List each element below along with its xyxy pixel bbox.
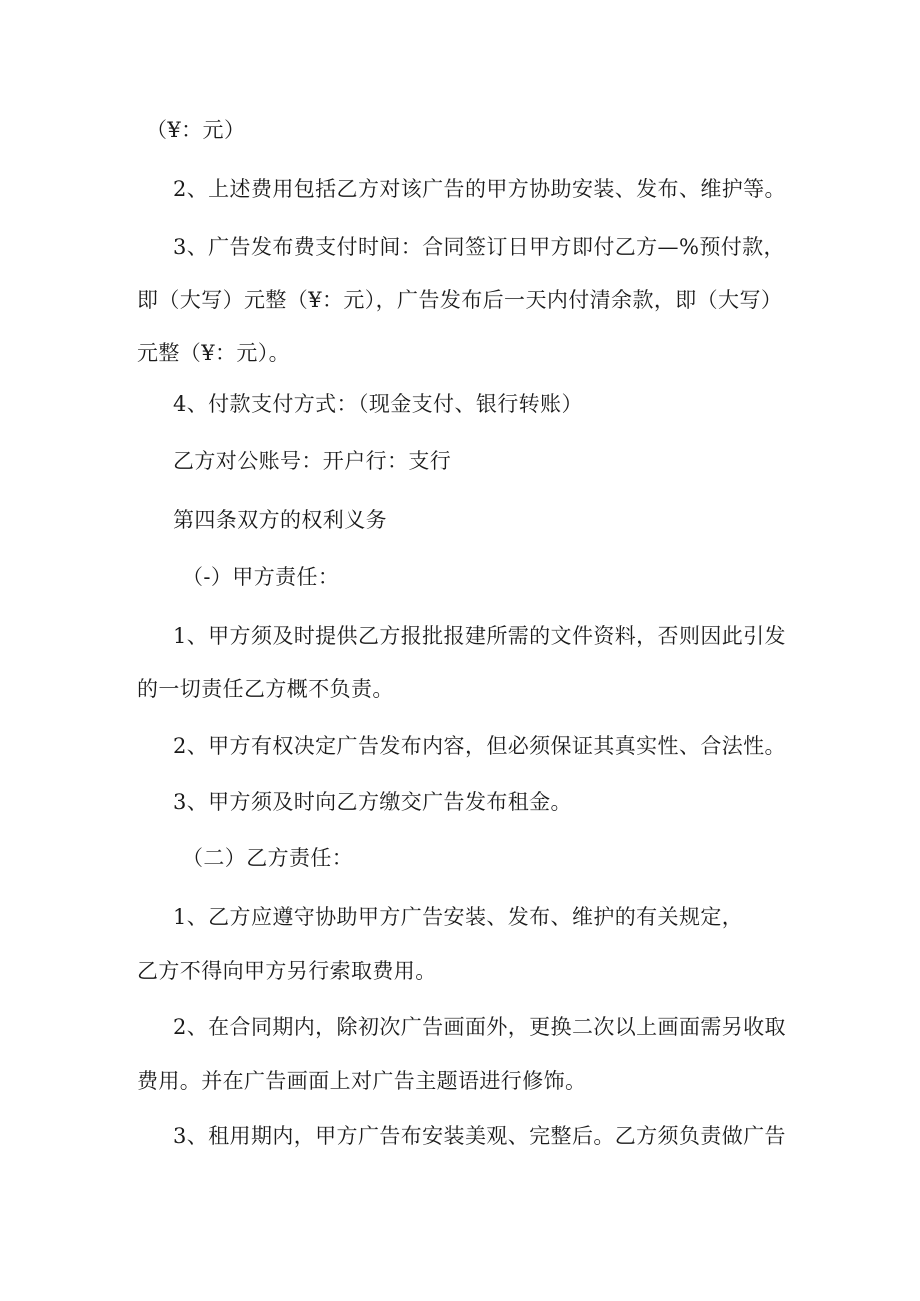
text-line: 乙方不得向甲方另行索取费用。 xyxy=(137,959,437,983)
text-line: 3、租用期内，甲方广告布安装美观、完整后。乙方须负责做广告 xyxy=(173,1124,786,1148)
subsection-heading: （-）甲方责任： xyxy=(182,565,340,589)
text-line: 4、付款支付方式：（现金支付、银行转账） xyxy=(173,392,583,416)
text-line: 2、在合同期内，除初次广告画面外，更换二次以上画面需另收取 xyxy=(173,1015,786,1039)
text-line: （¥：元） xyxy=(146,118,246,142)
subsection-heading: （二）乙方责任： xyxy=(182,846,354,870)
text-line: 元整（¥：元）。 xyxy=(137,341,291,365)
text-line: 1、乙方应遵守协助甲方广告安装、发布、维护的有关规定， xyxy=(173,905,744,929)
text-line: 1、甲方须及时提供乙方报批报建所需的文件资料，否则因此引发 xyxy=(173,624,786,648)
text-line: 2、上述费用包括乙方对该广告的甲方协助安装、发布、维护等。 xyxy=(173,177,786,201)
text-line: 3、广告发布费支付时间：合同签订日甲方即付乙方—%预付款， xyxy=(173,235,785,259)
text-line: 2、甲方有权决定广告发布内容，但必须保证其真实性、合法性。 xyxy=(173,734,786,758)
text-line: 乙方对公账号：开户行：支行 xyxy=(173,449,452,473)
text-line: 的一切责任乙方概不负责。 xyxy=(137,677,394,701)
text-line: 即（大写）元整（¥：元），广告发布后一天内付清余款，即（大写） xyxy=(137,288,783,312)
section-heading: 第四条双方的权利义务 xyxy=(173,508,387,532)
text-line: 费用。并在广告画面上对广告主题语进行修饰。 xyxy=(137,1069,587,1093)
text-line: 3、甲方须及时向乙方缴交广告发布租金。 xyxy=(173,790,572,814)
